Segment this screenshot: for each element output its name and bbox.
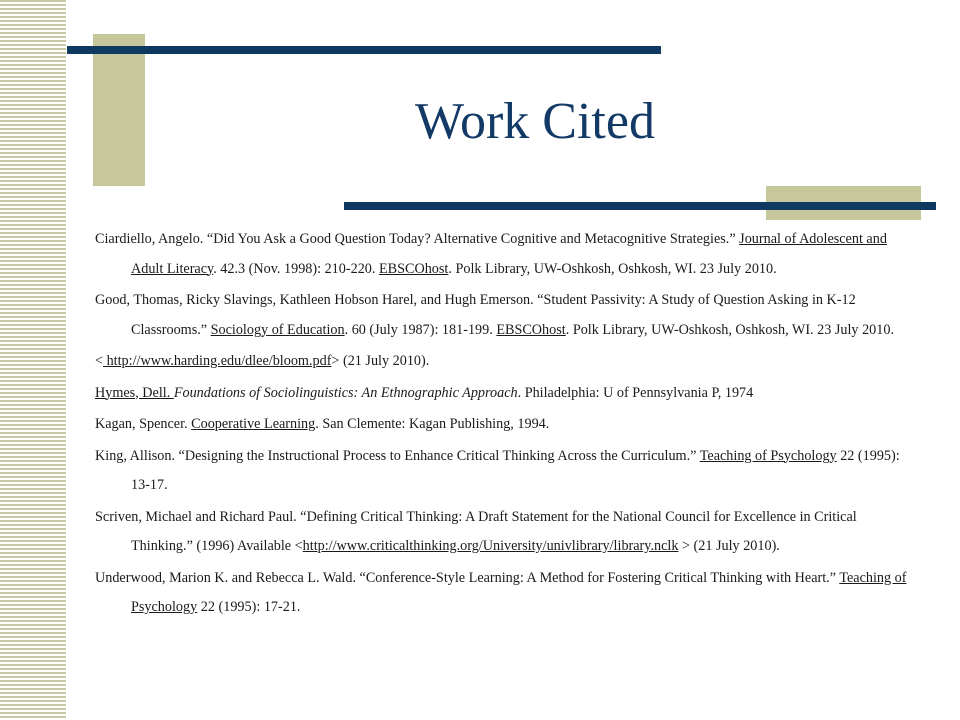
journal-title-link[interactable]: Teaching of Psychology [131,569,907,615]
journal-title-link[interactable]: Sociology of Education [210,321,345,338]
reference-hymes: Hymes, Dell. Foundations of Sociolinguistics: An Ethnographic Approach. Philadelphia: U of Pennsylvania P, 1974 [95,384,754,401]
left-stripe-decoration [0,0,66,720]
book-title-link[interactable]: Cooperative Learning [191,416,316,432]
decorative-line-bottom [344,202,936,210]
reference-list [95,225,910,625]
reference-ciardiello: Ciardiello, Angelo. “Did You Ask a Good Question Today? Alternative Cognitive and Metacognitive Strategies.” Journal of Adolescent and Adult Literacy. 42.3 (Nov. 1998): 210-220. EBSCOhost. Polk Library, UW-Oshkosh, Oshkosh, WI. 23 July 2010. [95,231,887,277]
reference-scriven: Scriven, Michael and Richard Paul. “Defining Critical Thinking: A Draft Statement for the National Council for Excellence in Critical Thinking.” (1996) Available <http://www.criticalthinking.org/University/univlibrary/library.nclk > (21 July 2010). [95,508,857,554]
page-title: Work Cited [415,93,655,150]
criticalthinking-url-link[interactable]: http://www.criticalthinking.org/University/univlibrary/library.nclk [302,538,679,554]
database-link[interactable]: EBSCOhost [378,260,449,277]
decorative-square-top [93,34,145,186]
reference-underwood: Underwood, Marion K. and Rebecca L. Wald. “Conference-Style Learning: A Method for Fostering Critical Thinking with Heart.” Teaching of Psychology 22 (1995): 17-21. [95,569,907,615]
bloom-url-link[interactable]: http://www.harding.edu/dlee/bloom.pdf [103,353,332,369]
decorative-line-top [67,46,661,54]
journal-title-link[interactable]: Journal of Adolescent and Adult Literacy [131,231,887,277]
book-title: Foundations of Sociolinguistics: An Ethnographic Approach [173,384,518,401]
reference-kagan: Kagan, Spencer. Cooperative Learning. San Clemente: Kagan Publishing, 1994. [95,416,550,432]
journal-title-link[interactable]: Teaching of Psychology [699,447,837,464]
reference-good: Good, Thomas, Ricky Slavings, Kathleen Hobson Harel, and Hugh Emerson. “Student Passivity: A Study of Question Asking in K-12 Classrooms.” Sociology of Education. 60 (July 1987): 181-199. EBSCOhost. Polk Library, UW-Oshkosh, Oshkosh, WI. 23 July 2010. [95,292,894,338]
database-link[interactable]: EBSCOhost [496,321,566,338]
reference-bloom-url: < http://www.harding.edu/dlee/bloom.pdf> (21 July 2010). [95,353,430,369]
reference-king: King, Allison. “Designing the Instructional Process to Enhance Critical Thinking Across the Curriculum.” Teaching of Psychology 22 (1995): 13-17. [95,447,900,493]
